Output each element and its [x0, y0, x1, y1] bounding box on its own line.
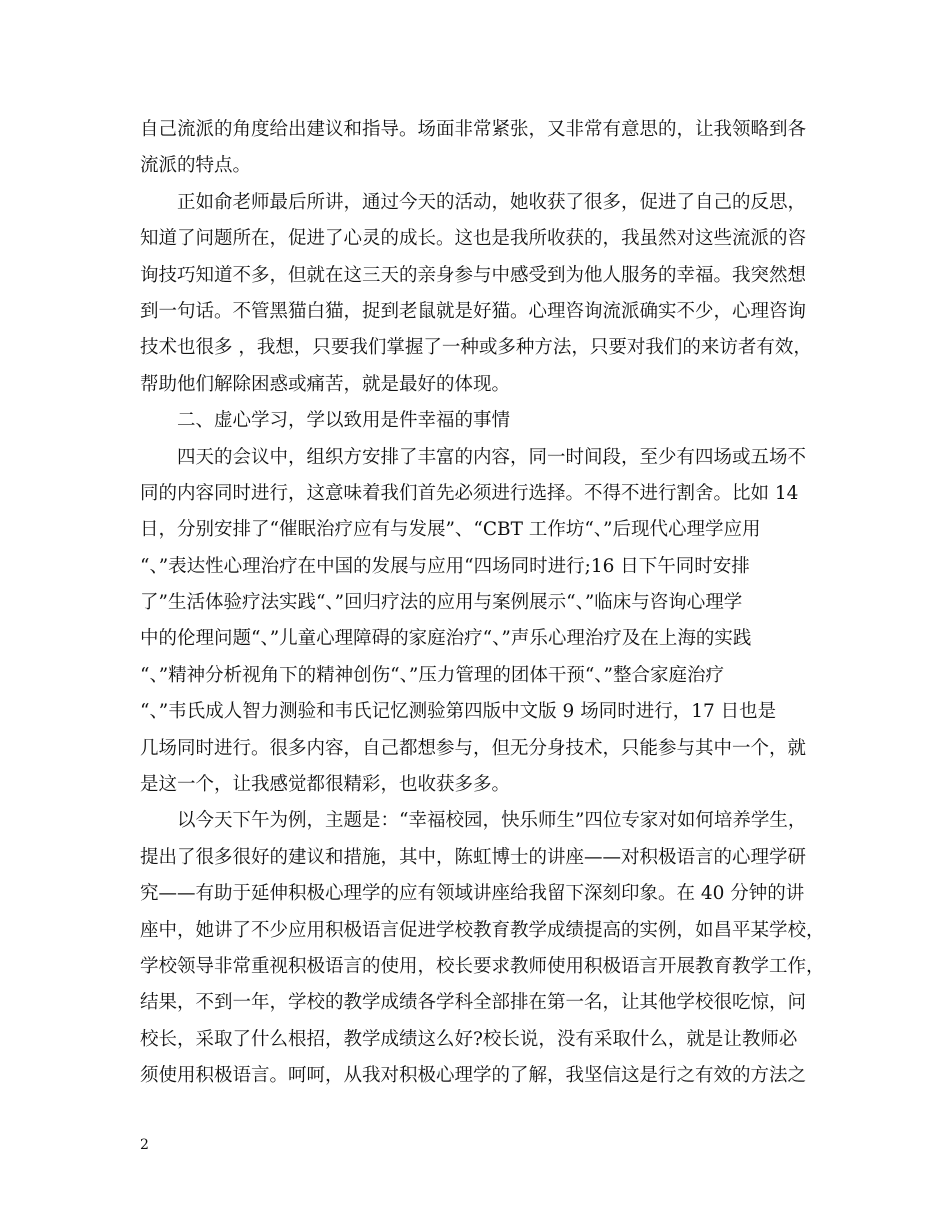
- text-line: 究——有助于延伸积极心理学的应有领域讲座给我留下深刻印象。在 40 分钟的讲: [140, 883, 805, 905]
- body-text: [140, 112, 825, 1095]
- text-line: 几场同时进行。很多内容，自己都想参与，但无分身技术，只能参与其中一个，就: [140, 737, 807, 759]
- text-line: 日，分别安排了“催眠治疗应有与发展”、“CBT 工作坊“、”后现代心理学应用: [140, 519, 761, 541]
- text-line: 中的伦理问题“、”儿童心理障碍的家庭治疗“、”声乐心理治疗及在上海的实践: [140, 628, 752, 650]
- section-heading: 二、虚心学习，学以致用是件幸福的事情: [177, 410, 511, 432]
- text-line: 结果，不到一年，学校的教学成绩各学科全部排在第一名，让其他学校很吃惊，问: [140, 992, 807, 1014]
- paragraph-start-line: 正如俞老师最后所讲，通过今天的活动，她收获了很多，促进了自己的反思，: [177, 191, 807, 213]
- text-line: 知道了问题所在，促进了心灵的成长。这也是我所收获的，我虽然对这些流派的咨: [140, 228, 807, 250]
- text-line: 学校领导非常重视积极语言的使用，校长要求教师使用积极语言开展教育教学工作，: [140, 955, 825, 977]
- text-line: 自己流派的角度给出建议和指导。场面非常紧张，又非常有意思的，让我领略到各: [140, 119, 807, 140]
- text-line: “、”表达性心理治疗在中国的发展与应用“四场同时进行;16 日下午同时安排: [140, 555, 750, 577]
- text-line: “、”精神分析视角下的精神创伤“、”压力管理的团体干预“、”整合家庭治疗: [140, 664, 724, 686]
- text-line: 技术也很多 ，我想，只要我们掌握了一种或多种方法，只要对我们的来访者有效，: [140, 337, 812, 359]
- paragraph-start-line: 四天的会议中，组织方安排了丰富的内容，同一时间段，至少有四场或五场不: [177, 446, 807, 468]
- paragraph-start-line: 以今天下午为例，主题是：“幸福校园，快乐师生”四位专家对如何培养学生，: [177, 810, 807, 832]
- text-line: 同的内容同时进行，这意味着我们首先必须进行选择。不得不进行割舍。比如 14: [140, 482, 799, 504]
- text-line: 了”生活体验疗法实践“、”回归疗法的应用与案例展示“、”临床与咨询心理学: [140, 592, 743, 614]
- text-line: 座中，她讲了不少应用积极语言促进学校教育教学成绩提高的实例，如昌平某学校，: [140, 919, 825, 941]
- text-line: 须使用积极语言。呵呵，从我对积极心理学的了解，我坚信这是行之有效的方法之: [140, 1065, 807, 1087]
- text-line: 校长，采取了什么根招，教学成绩这么好?校长说，没有采取什么，就是让教师必: [140, 1028, 798, 1050]
- text-line: 流派的特点。: [140, 155, 252, 177]
- text-line: 提出了很多很好的建议和措施，其中，陈虹博士的讲座——对积极语言的心理学研: [140, 846, 807, 868]
- text-line: 帮助他们解除困惑或痛苦，就是最好的体现。: [140, 373, 511, 395]
- text-line: 询技巧知道不多，但就在这三天的亲身参与中感受到为他人服务的幸福。我突然想: [140, 264, 807, 286]
- page-number: 2: [140, 1137, 149, 1153]
- text-line: 到一句话。不管黑猫白猫，捉到老鼠就是好猫。心理咨询流派确实不少，心理咨询: [140, 300, 807, 322]
- text-line: “、”韦氏成人智力测验和韦氏记忆测验第四版中文版 9 场同时进行，17 日也是: [140, 701, 777, 723]
- text-line: 是这一个，让我感觉都很精彩，也收获多多。: [140, 774, 511, 796]
